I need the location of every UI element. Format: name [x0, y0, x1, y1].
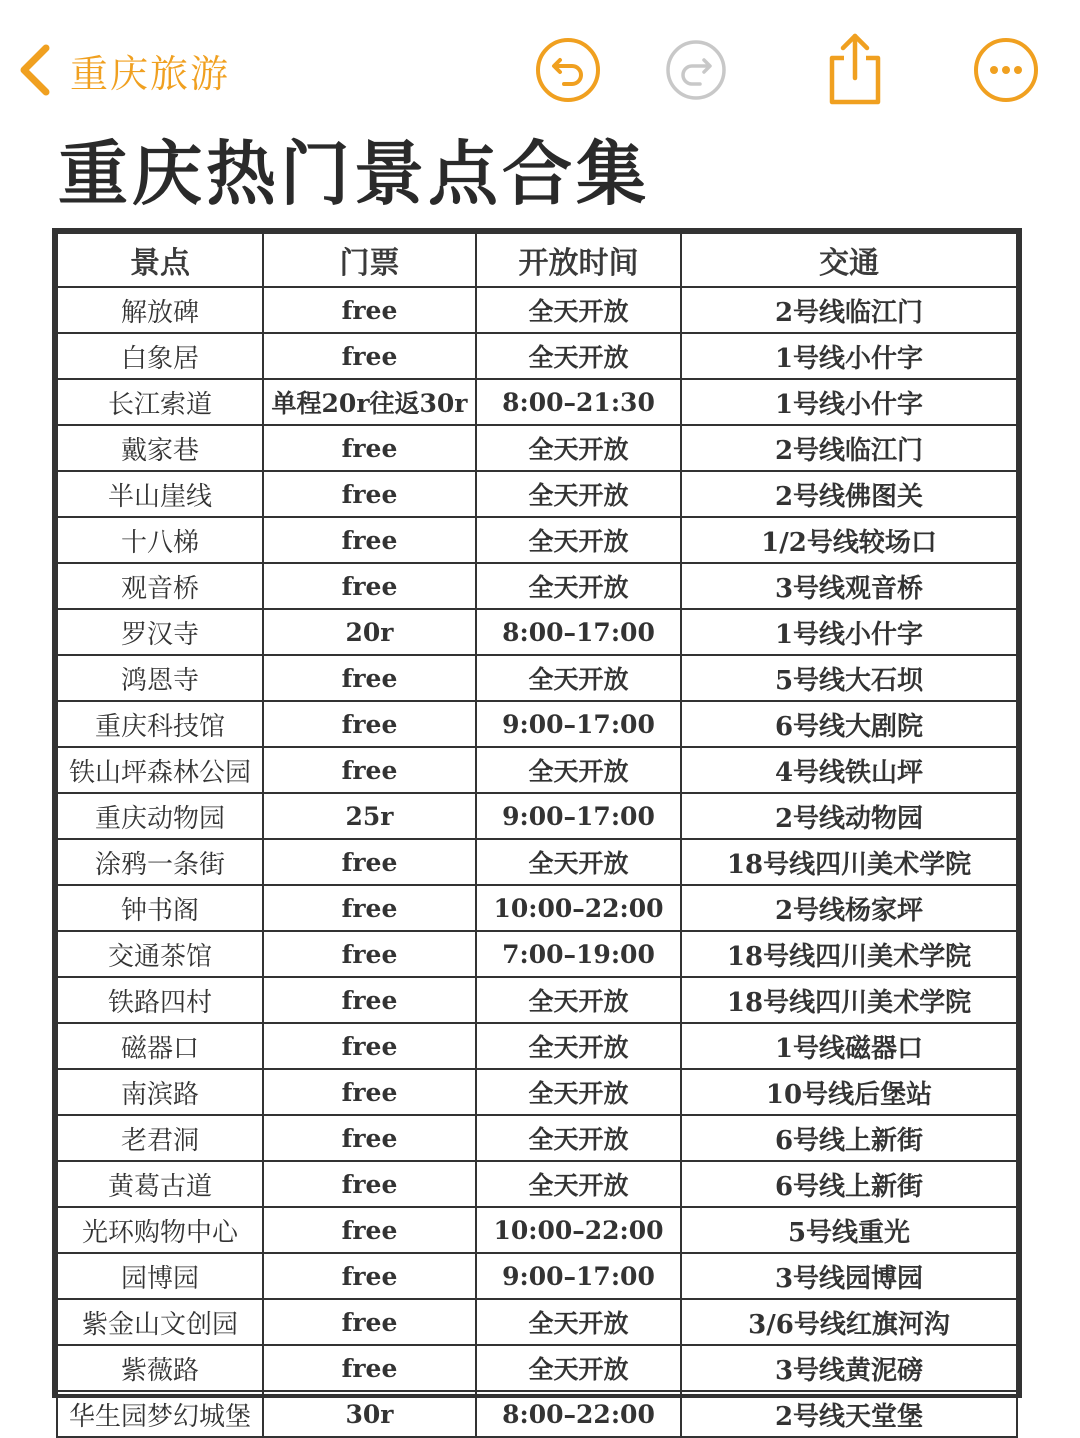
attraction-name: 戴家巷 [57, 425, 263, 471]
ticket-price: free [263, 287, 476, 333]
table-row [57, 793, 1017, 839]
transit-route: 3号线黄泥磅 [681, 1345, 1017, 1391]
transit-route: 2号线动物园 [681, 793, 1017, 839]
header-transit: 交通 [681, 233, 1017, 287]
attractions-table [52, 228, 1022, 1432]
ticket-price: free [263, 977, 476, 1023]
attraction-name: 重庆动物园 [57, 793, 263, 839]
opening-hours: 10:00–22:00 [476, 1207, 681, 1253]
transit-route: 1号线小什字 [681, 379, 1017, 425]
attraction-name: 鸿恩寺 [57, 655, 263, 701]
transit-route: 18号线四川美术学院 [681, 977, 1017, 1023]
ticket-price: free [263, 517, 476, 563]
attraction-name: 涂鸦一条街 [57, 839, 263, 885]
chevron-left-icon [18, 44, 52, 96]
transit-route: 5号线大石坝 [681, 655, 1017, 701]
table-row [57, 655, 1017, 701]
transit-route: 5号线重光 [681, 1207, 1017, 1253]
attraction-name: 半山崖线 [57, 471, 263, 517]
ticket-price: free [263, 1345, 476, 1391]
opening-hours: 全天开放 [476, 839, 681, 885]
table-row [57, 517, 1017, 563]
attraction-name: 紫薇路 [57, 1345, 263, 1391]
ticket-price: free [263, 885, 476, 931]
opening-hours: 9:00–17:00 [476, 701, 681, 747]
ticket-price: free [263, 931, 476, 977]
opening-hours: 全天开放 [476, 425, 681, 471]
opening-hours: 全天开放 [476, 747, 681, 793]
attraction-name: 磁器口 [57, 1023, 263, 1069]
table-row [57, 747, 1017, 793]
table-row [57, 1161, 1017, 1207]
table-row [57, 701, 1017, 747]
transit-route: 1号线小什字 [681, 333, 1017, 379]
ticket-price: free [263, 333, 476, 379]
transit-route: 4号线铁山坪 [681, 747, 1017, 793]
ticket-price: free [263, 747, 476, 793]
table-row [57, 977, 1017, 1023]
ticket-price: free [263, 701, 476, 747]
table-row [57, 839, 1017, 885]
attraction-name: 华生园梦幻城堡 [57, 1391, 263, 1437]
redo-button[interactable] [662, 36, 730, 104]
opening-hours: 全天开放 [476, 977, 681, 1023]
table-row [57, 1115, 1017, 1161]
attraction-name: 钟书阁 [57, 885, 263, 931]
ticket-price: 20r [263, 609, 476, 655]
attraction-name: 紫金山文创园 [57, 1299, 263, 1345]
table-row [57, 425, 1017, 471]
transit-route: 6号线大剧院 [681, 701, 1017, 747]
attraction-name: 白象居 [57, 333, 263, 379]
table-row [57, 471, 1017, 517]
ticket-price: free [263, 425, 476, 471]
header-attraction: 景点 [57, 233, 263, 287]
ticket-price: free [263, 1115, 476, 1161]
back-button[interactable] [18, 40, 230, 100]
table-row [57, 1023, 1017, 1069]
ticket-price: free [263, 1299, 476, 1345]
undo-icon [534, 36, 602, 104]
transit-route: 2号线杨家坪 [681, 885, 1017, 931]
transit-route: 18号线四川美术学院 [681, 931, 1017, 977]
ticket-price: free [263, 1253, 476, 1299]
opening-hours: 全天开放 [476, 1161, 681, 1207]
transit-route: 2号线佛图关 [681, 471, 1017, 517]
transit-route: 18号线四川美术学院 [681, 839, 1017, 885]
table-row [57, 1069, 1017, 1115]
table-row [57, 1207, 1017, 1253]
opening-hours: 8:00–21:30 [476, 379, 681, 425]
transit-route: 6号线上新街 [681, 1115, 1017, 1161]
header-hours: 开放时间 [476, 233, 681, 287]
more-icon [972, 36, 1040, 104]
opening-hours: 全天开放 [476, 287, 681, 333]
transit-route: 1/2号线较场口 [681, 517, 1017, 563]
ticket-price: 单程20r往返30r [263, 379, 476, 425]
table-row [57, 931, 1017, 977]
transit-route: 3号线园博园 [681, 1253, 1017, 1299]
opening-hours: 全天开放 [476, 655, 681, 701]
opening-hours: 9:00–17:00 [476, 1253, 681, 1299]
transit-route: 1号线小什字 [681, 609, 1017, 655]
opening-hours: 8:00–17:00 [476, 609, 681, 655]
opening-hours: 10:00–22:00 [476, 885, 681, 931]
table-row [57, 1345, 1017, 1391]
opening-hours: 全天开放 [476, 471, 681, 517]
attraction-name: 园博园 [57, 1253, 263, 1299]
attraction-name: 长江索道 [57, 379, 263, 425]
header-ticket: 门票 [263, 233, 476, 287]
attraction-name: 交通茶馆 [57, 931, 263, 977]
ticket-price: free [263, 655, 476, 701]
ticket-price: free [263, 839, 476, 885]
attraction-name: 铁山坪森林公园 [57, 747, 263, 793]
transit-route: 3号线观音桥 [681, 563, 1017, 609]
attraction-name: 老君洞 [57, 1115, 263, 1161]
ticket-price: free [263, 1161, 476, 1207]
top-toolbar [0, 0, 1080, 130]
attraction-name: 罗汉寺 [57, 609, 263, 655]
opening-hours: 全天开放 [476, 1115, 681, 1161]
transit-route: 2号线临江门 [681, 287, 1017, 333]
table-row [57, 1391, 1017, 1437]
opening-hours: 全天开放 [476, 563, 681, 609]
ticket-price: free [263, 471, 476, 517]
table-row [57, 379, 1017, 425]
ticket-price: 30r [263, 1391, 476, 1437]
opening-hours: 8:00–22:00 [476, 1391, 681, 1437]
attraction-name: 观音桥 [57, 563, 263, 609]
table-row [57, 609, 1017, 655]
transit-route: 2号线天堂堡 [681, 1391, 1017, 1437]
attraction-name: 十八梯 [57, 517, 263, 563]
ticket-price: free [263, 1207, 476, 1253]
table-header-row [57, 233, 1017, 287]
opening-hours: 全天开放 [476, 1345, 681, 1391]
attraction-name: 南滨路 [57, 1069, 263, 1115]
ticket-price: free [263, 1069, 476, 1115]
table-row [57, 287, 1017, 333]
ticket-price: 25r [263, 793, 476, 839]
page-title: 重庆热门景点合集 [58, 133, 650, 215]
ticket-price: free [263, 1023, 476, 1069]
attraction-name: 铁路四村 [57, 977, 263, 1023]
transit-route: 3/6号线红旗河沟 [681, 1299, 1017, 1345]
opening-hours: 全天开放 [476, 333, 681, 379]
opening-hours: 全天开放 [476, 517, 681, 563]
undo-button[interactable] [534, 36, 602, 104]
share-button[interactable] [820, 30, 890, 108]
opening-hours: 9:00–17:00 [476, 793, 681, 839]
attraction-name: 光环购物中心 [57, 1207, 263, 1253]
table-row [57, 333, 1017, 379]
attraction-name: 重庆科技馆 [57, 701, 263, 747]
transit-route: 10号线后堡站 [681, 1069, 1017, 1115]
table-row [57, 1253, 1017, 1299]
opening-hours: 全天开放 [476, 1069, 681, 1115]
transit-route: 1号线磁器口 [681, 1023, 1017, 1069]
redo-icon [662, 36, 730, 104]
more-button[interactable] [972, 36, 1040, 104]
table-row [57, 1299, 1017, 1345]
ticket-price: free [263, 563, 476, 609]
back-label: 重庆旅游 [70, 51, 231, 96]
share-icon [820, 30, 890, 108]
attraction-name: 黄葛古道 [57, 1161, 263, 1207]
attraction-name: 解放碑 [57, 287, 263, 333]
transit-route: 2号线临江门 [681, 425, 1017, 471]
table-row [57, 885, 1017, 931]
opening-hours: 全天开放 [476, 1299, 681, 1345]
opening-hours: 全天开放 [476, 1023, 681, 1069]
transit-route: 6号线上新街 [681, 1161, 1017, 1207]
table-row [57, 563, 1017, 609]
opening-hours: 7:00–19:00 [476, 931, 681, 977]
